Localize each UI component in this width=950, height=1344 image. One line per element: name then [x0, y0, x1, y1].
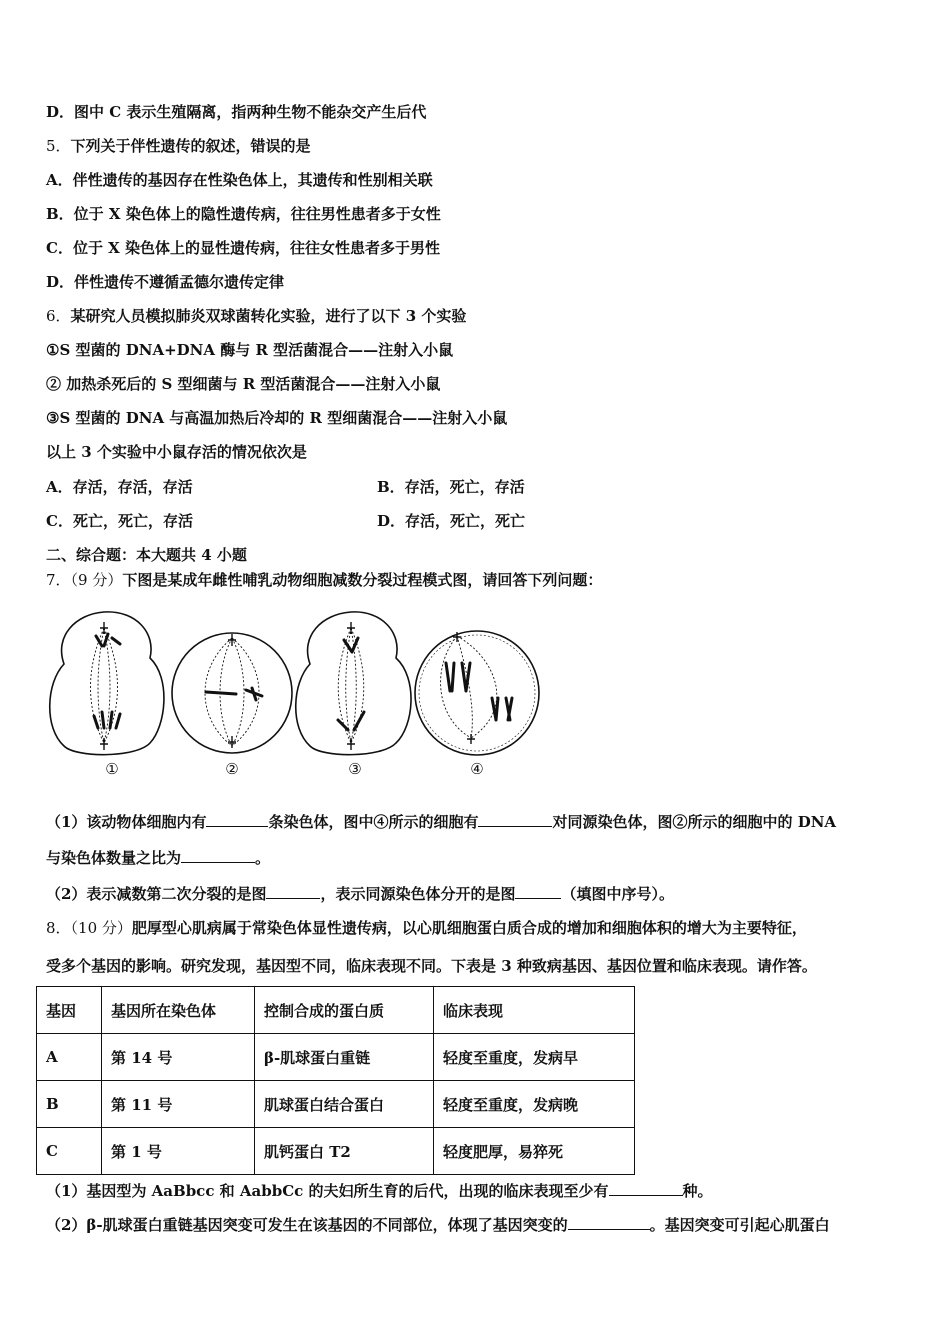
q8-stem — [46, 918, 807, 938]
table-cell: 轻度肥厚，易猝死 — [434, 1128, 635, 1175]
table-header: 基因 — [37, 987, 102, 1034]
q7-number: 7．（9 分） — [46, 571, 123, 589]
table-row — [37, 1081, 635, 1128]
figure-label-3: ③ — [348, 760, 362, 778]
q6-stem-text: 某研究人员模拟肺炎双球菌转化实验，进行了以下 3 个实验 — [70, 307, 467, 325]
q7-1-blank-1[interactable] — [206, 812, 268, 827]
q8-number: 8．（10 分） — [46, 919, 132, 937]
q7-1-text-b: 条染色体，图中④所示的细胞有 — [268, 813, 479, 831]
table-header: 控制合成的蛋白质 — [255, 987, 434, 1034]
q7-part-1 — [46, 812, 836, 832]
figure-label-4: ④ — [470, 760, 484, 778]
table-cell: 肌钙蛋白 T2 — [255, 1128, 434, 1175]
q5-option-a: A．伴性遗传的基因存在性染色体上，其遗传和性别相关联 — [46, 171, 433, 189]
q6-option-c: C．死亡，死亡，存活 — [46, 512, 193, 530]
q7-1-text-e: 。 — [255, 849, 271, 867]
q6-option-a: A．存活，存活，存活 — [46, 478, 193, 496]
q5-stem-text: 下列关于伴性遗传的叙述，错误的是 — [70, 137, 311, 155]
meiosis-cell-diagram — [46, 608, 546, 783]
q8-part-2 — [46, 1215, 830, 1235]
table-cell: 肌球蛋白结合蛋白 — [255, 1081, 434, 1128]
q6-question: 以上 3 个实验中小鼠存活的情况依次是 — [46, 443, 307, 461]
q5-option-c: C．位于 X 染色体上的显性遗传病，往往女性患者多于男性 — [46, 239, 441, 257]
q7-part-1-cont — [46, 848, 270, 868]
q7-2-text-c: （填图中序号）。 — [561, 885, 674, 903]
q7-2-text-a: （2）表示减数第二次分裂的是图 — [46, 885, 267, 903]
q8-2-text-b: 。基因突变可引起心肌蛋白 — [649, 1216, 830, 1234]
table-cell: 轻度至重度，发病晚 — [434, 1081, 635, 1128]
table-cell: 第 11 号 — [102, 1081, 255, 1128]
gene-table — [36, 986, 635, 1175]
q4-option-d: D．图中 C 表示生殖隔离，指两种生物不能杂交产生后代 — [46, 103, 427, 121]
q8-1-text-a: （1）基因型为 AaBbcc 和 AabbCc 的夫妇所生育的后代，出现的临床表现至少有 — [46, 1182, 609, 1200]
q6-experiment-3: ③S 型菌的 DNA 与高温加热后冷却的 R 型细菌混合——注射入小鼠 — [46, 409, 508, 427]
q5-option-b: B．位于 X 染色体上的隐性遗传病，往往男性患者多于女性 — [46, 205, 441, 223]
q6-option-d: D．存活，死亡，死亡 — [377, 512, 526, 530]
table-cell: A — [37, 1034, 102, 1081]
q8-2-text-a: （2）β-肌球蛋白重链基因突变可发生在该基因的不同部位，体现了基因突变的 — [46, 1216, 568, 1234]
table-row — [37, 1128, 635, 1175]
table-cell: 第 1 号 — [102, 1128, 255, 1175]
table-header: 临床表现 — [434, 987, 635, 1034]
cell-4-membrane — [415, 631, 539, 755]
q5-option-d: D．伴性遗传不遵循孟德尔遗传定律 — [46, 273, 285, 291]
table-header: 基因所在染色体 — [102, 987, 255, 1034]
table-cell: 第 14 号 — [102, 1034, 255, 1081]
q7-stem-text: 下图是某成年雌性哺乳动物细胞减数分裂过程模式图，请回答下列问题： — [122, 571, 603, 589]
q7-part-2 — [46, 884, 674, 904]
q6-stem — [46, 306, 466, 326]
q6-experiment-1: ①S 型菌的 DNA+DNA 酶与 R 型活菌混合——注射入小鼠 — [46, 341, 454, 359]
figure-label-1: ① — [105, 760, 119, 778]
q5-number: 5． — [46, 137, 71, 155]
figure-label-2: ② — [225, 760, 239, 778]
q7-1-blank-3[interactable] — [181, 848, 255, 863]
table-cell: C — [37, 1128, 102, 1175]
table-row — [37, 1034, 635, 1081]
q7-1-text-c: 对同源染色体，图②所示的细胞中的 DNA — [552, 813, 837, 831]
q7-1-text-a: （1）该动物体细胞内有 — [46, 813, 207, 831]
q8-part-1 — [46, 1181, 713, 1201]
section-2-heading: 二、综合题：本大题共 4 小题 — [46, 546, 247, 564]
q7-1-blank-2[interactable] — [478, 812, 552, 827]
q8-stem-2: 受多个基因的影响。研究发现，基因型不同，临床表现不同。下表是 3 种致病基因、基因位置和临床表现。请作答。 — [46, 957, 817, 975]
table-cell: β-肌球蛋白重链 — [255, 1034, 434, 1081]
q8-stem-text: 肥厚型心肌病属于常染色体显性遗传病，以心肌细胞蛋白质合成的增加和细胞体积的增大为主要特征， — [131, 919, 807, 937]
table-cell: 轻度至重度，发病早 — [434, 1034, 635, 1081]
q6-number: 6． — [46, 307, 71, 325]
q8-2-blank[interactable] — [568, 1215, 650, 1230]
q7-stem — [46, 570, 602, 590]
q6-experiment-2: ② 加热杀死后的 S 型细菌与 R 型活菌混合——注射入小鼠 — [46, 375, 441, 393]
q8-1-blank[interactable] — [609, 1181, 683, 1196]
q7-1-text-d: 与染色体数量之比为 — [46, 849, 182, 867]
q7-2-blank-1[interactable] — [266, 884, 320, 899]
q5-stem — [46, 136, 311, 156]
q7-2-blank-2[interactable] — [515, 884, 561, 899]
q6-option-b: B．存活，死亡，存活 — [377, 478, 525, 496]
table-cell: B — [37, 1081, 102, 1128]
q7-2-text-b: ，表示同源染色体分开的是图 — [320, 885, 516, 903]
q8-1-text-b: 种。 — [682, 1182, 713, 1200]
table-header-row — [37, 987, 635, 1034]
